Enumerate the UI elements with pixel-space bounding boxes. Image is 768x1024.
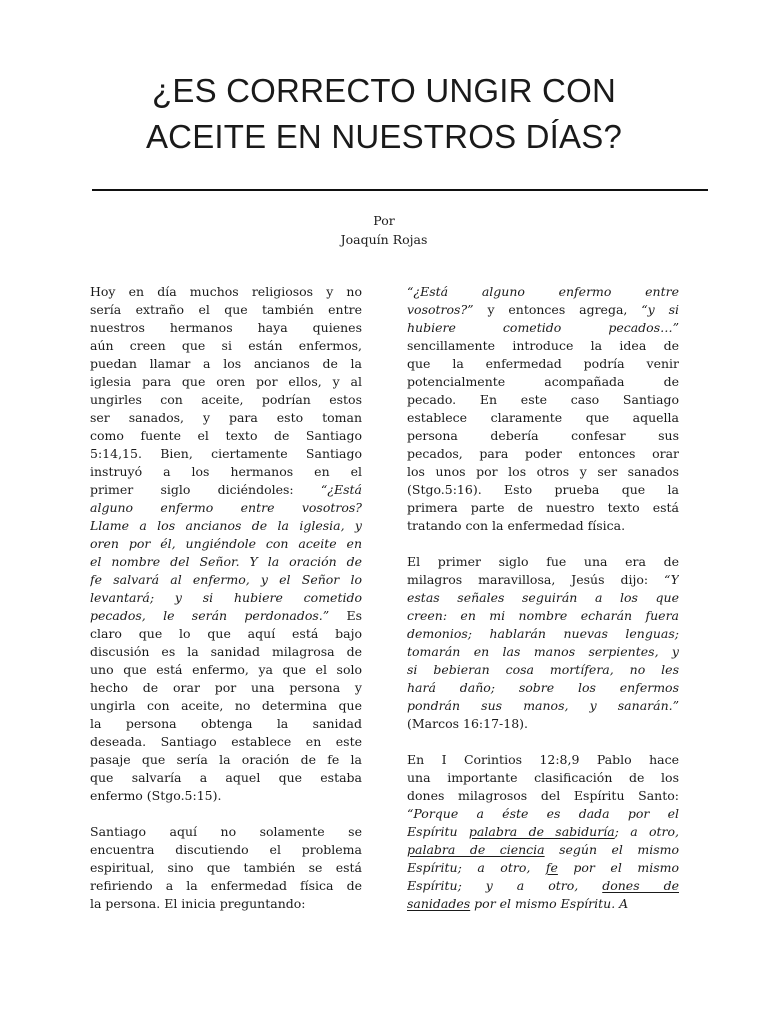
text-line (90, 589, 362, 607)
quoted-text: “y si (641, 302, 679, 317)
text-line (90, 715, 362, 733)
text-segment: que la enfermedad podría venir (407, 356, 679, 371)
text-segment: como fuente el texto de Santiago (90, 428, 362, 443)
text-segment: que salvaría a aquel que estaba (90, 770, 362, 785)
quoted-text: demonios; hablarán nuevas lenguas; (407, 626, 679, 641)
text-line (90, 625, 362, 643)
underlined-text: dones de (602, 878, 679, 893)
text-line (407, 841, 679, 859)
quoted-text: por el mismo Espíritu. A (470, 896, 629, 911)
text-segment: sencillamente introduce la idea de (407, 338, 679, 353)
text-line (407, 661, 679, 679)
title-line-2: ACEITE EN NUESTROS DÍAS? (145, 118, 623, 155)
quoted-text: hará daño; sobre los enfermos (407, 680, 679, 695)
text-line (407, 571, 679, 589)
title-line-1: ¿ES CORRECTO UNGIR CON (152, 72, 616, 109)
text-line (407, 517, 679, 535)
text-line (407, 337, 679, 355)
text-line (407, 715, 679, 733)
text-line (90, 319, 362, 337)
text-segment: Es (329, 608, 362, 623)
text-segment: pecado. En este caso Santiago (407, 392, 679, 407)
text-segment: milagros maravillosa, Jesús dijo: (407, 572, 664, 587)
paragraph (407, 553, 679, 733)
text-segment: espiritual, sino que también se está (90, 860, 362, 875)
text-line (407, 895, 679, 913)
paragraph (407, 751, 679, 913)
text-line (90, 517, 362, 535)
text-line (407, 607, 679, 625)
quoted-text: Espíritu; a otro, (407, 860, 546, 875)
text-line (90, 733, 362, 751)
quoted-text: creen: en mi nombre echarán fuera (407, 608, 679, 623)
title-divider (92, 189, 708, 191)
quoted-text: vosotros?” (407, 302, 474, 317)
quoted-text: fe salvará al enfermo, y el Señor lo (90, 572, 362, 587)
text-line (407, 427, 679, 445)
quoted-text: ; a otro, (614, 824, 679, 839)
text-line (90, 697, 362, 715)
text-line (90, 769, 362, 787)
text-line (90, 553, 362, 571)
text-line (407, 355, 679, 373)
text-segment: ser sanados, y para esto toman (90, 410, 362, 425)
text-line (90, 643, 362, 661)
text-line (407, 877, 679, 895)
text-segment: persona debería confesar sus (407, 428, 679, 443)
text-segment: 5:14,15. Bien, ciertamente Santiago (90, 446, 362, 461)
text-line (90, 571, 362, 589)
text-segment: encuentra discutiendo el problema (90, 842, 362, 857)
text-segment: deseada. Santiago establece en este (90, 734, 362, 749)
quoted-text: “¿Está (320, 482, 362, 497)
quoted-text: por el mismo (557, 860, 679, 875)
text-line (407, 823, 679, 841)
quoted-text: alguno enfermo entre vosotros? (90, 500, 362, 515)
text-line (407, 391, 679, 409)
underlined-text: fe (545, 860, 558, 875)
text-line (407, 283, 679, 301)
text-segment: En I Corintios 12:8,9 Pablo hace (407, 752, 679, 767)
text-line (90, 679, 362, 697)
text-line (90, 301, 362, 319)
text-segment: discusión es la sanidad milagrosa de (90, 644, 362, 659)
text-line (90, 499, 362, 517)
text-segment: la persona obtenga la sanidad (90, 716, 362, 731)
quoted-text: tomarán en las manos serpientes, y (407, 644, 679, 659)
text-line (407, 373, 679, 391)
text-line (90, 373, 362, 391)
quoted-text: “Y (664, 572, 679, 587)
quoted-text: si bebieran cosa mortífera, no les (407, 662, 679, 677)
quoted-text: Espíritu; y a otro, (407, 878, 603, 893)
quoted-text: hubiere cometido pecados…” (407, 320, 679, 335)
text-segment: tratando con la enfermedad física. (407, 518, 626, 533)
underlined-text: palabra de ciencia (407, 842, 545, 857)
quoted-text: “Porque a éste es dada por el (407, 806, 679, 821)
text-segment: establece claramente que aquella (407, 410, 679, 425)
text-line (407, 463, 679, 481)
text-segment: claro que lo que aquí está bajo (90, 626, 362, 641)
text-line (407, 499, 679, 517)
text-segment: ungirla con aceite, no determina que (90, 698, 362, 713)
text-line (90, 337, 362, 355)
text-segment: refiriendo a la enfermedad física de (90, 878, 362, 893)
quoted-text: “¿Está alguno enfermo entre (407, 284, 679, 299)
text-line (407, 643, 679, 661)
text-line (407, 787, 679, 805)
text-segment: iglesia para que oren por ellos, y al (90, 374, 362, 389)
text-line (407, 697, 679, 715)
text-segment: y entonces agrega, (473, 302, 642, 317)
quoted-text: pecados, le serán perdonados.” (90, 608, 330, 623)
text-line (407, 445, 679, 463)
text-segment: puedan llamar a los ancianos de la (90, 356, 362, 371)
text-line (407, 409, 679, 427)
text-segment: (Stgo.5:16). Esto prueba que la (407, 482, 679, 497)
text-line (90, 895, 362, 913)
text-line (407, 319, 679, 337)
text-line (407, 481, 679, 499)
text-line (90, 409, 362, 427)
quoted-text: oren por él, ungiéndole con aceite en (90, 536, 362, 551)
author-name: Joaquín Rojas (340, 232, 428, 247)
text-segment: primera parte de nuestro texto está (407, 500, 679, 515)
paragraph (90, 283, 362, 805)
text-line (407, 769, 679, 787)
text-line (407, 301, 679, 319)
text-line (90, 391, 362, 409)
text-segment: una importante clasificación de los (407, 770, 679, 785)
paragraph (407, 283, 679, 535)
text-segment: potencialmente acompañada de (407, 374, 679, 389)
text-line (90, 463, 362, 481)
text-line (407, 805, 679, 823)
text-line (407, 859, 679, 877)
text-segment: Hoy en día muchos religiosos y no (90, 284, 362, 299)
text-line (407, 751, 679, 769)
text-segment: ungirles con aceite, podrían estos (90, 392, 362, 407)
quoted-text: Espíritu (407, 824, 469, 839)
text-line (407, 589, 679, 607)
text-line (90, 823, 362, 841)
text-line (407, 553, 679, 571)
text-segment: (Marcos 16:17-18). (407, 716, 529, 731)
text-segment: uno que está enfermo, ya que el solo (90, 662, 362, 677)
right-column (407, 283, 679, 931)
quoted-text: según el mismo (544, 842, 679, 857)
text-segment: instruyó a los hermanos en el (90, 464, 362, 479)
text-line (90, 787, 362, 805)
underlined-text: sanidades (407, 896, 471, 911)
text-segment: primer siglo diciéndoles: (90, 482, 321, 497)
text-line (90, 427, 362, 445)
quoted-text: levantará; y si hubiere cometido (90, 590, 362, 605)
text-segment: los unos por los otros y ser sanados (407, 464, 679, 479)
text-line (90, 535, 362, 553)
text-segment: El primer siglo fue una era de (407, 554, 679, 569)
text-line (90, 355, 362, 373)
quoted-text: estas señales seguirán a los que (407, 590, 679, 605)
text-line (90, 841, 362, 859)
text-line (90, 877, 362, 895)
quoted-text: Llame a los ancianos de la iglesia, y (90, 518, 362, 533)
text-line (90, 481, 362, 499)
text-line (90, 445, 362, 463)
quoted-text: el nombre del Señor. Y la oración de (90, 554, 362, 569)
text-line (90, 859, 362, 877)
text-segment: Santiago aquí no solamente se (90, 824, 362, 839)
text-segment: pasaje que sería la oración de fe la (90, 752, 362, 767)
text-segment: enfermo (Stgo.5:15). (90, 788, 222, 803)
text-line (90, 607, 362, 625)
text-segment: sería extraño el que también entre (90, 302, 362, 317)
document-title (0, 68, 768, 160)
text-line (407, 679, 679, 697)
byline (0, 211, 768, 249)
text-segment: hecho de orar por una persona y (90, 680, 362, 695)
text-segment: nuestros hermanos haya quienes (90, 320, 362, 335)
text-line (90, 283, 362, 301)
text-line (407, 625, 679, 643)
text-segment: pecados, para poder entonces orar (407, 446, 679, 461)
text-segment: la persona. El inicia preguntando: (90, 896, 306, 911)
paragraph (90, 823, 362, 913)
text-segment: dones milagrosos del Espíritu Santo: (407, 788, 679, 803)
quoted-text: pondrán sus manos, y sanarán.” (407, 698, 679, 713)
byline-label: Por (373, 213, 395, 228)
text-segment: aún creen que si están enfermos, (90, 338, 362, 353)
underlined-text: palabra de sabiduría (468, 824, 615, 839)
text-line (90, 661, 362, 679)
text-line (90, 751, 362, 769)
left-column (90, 283, 362, 931)
